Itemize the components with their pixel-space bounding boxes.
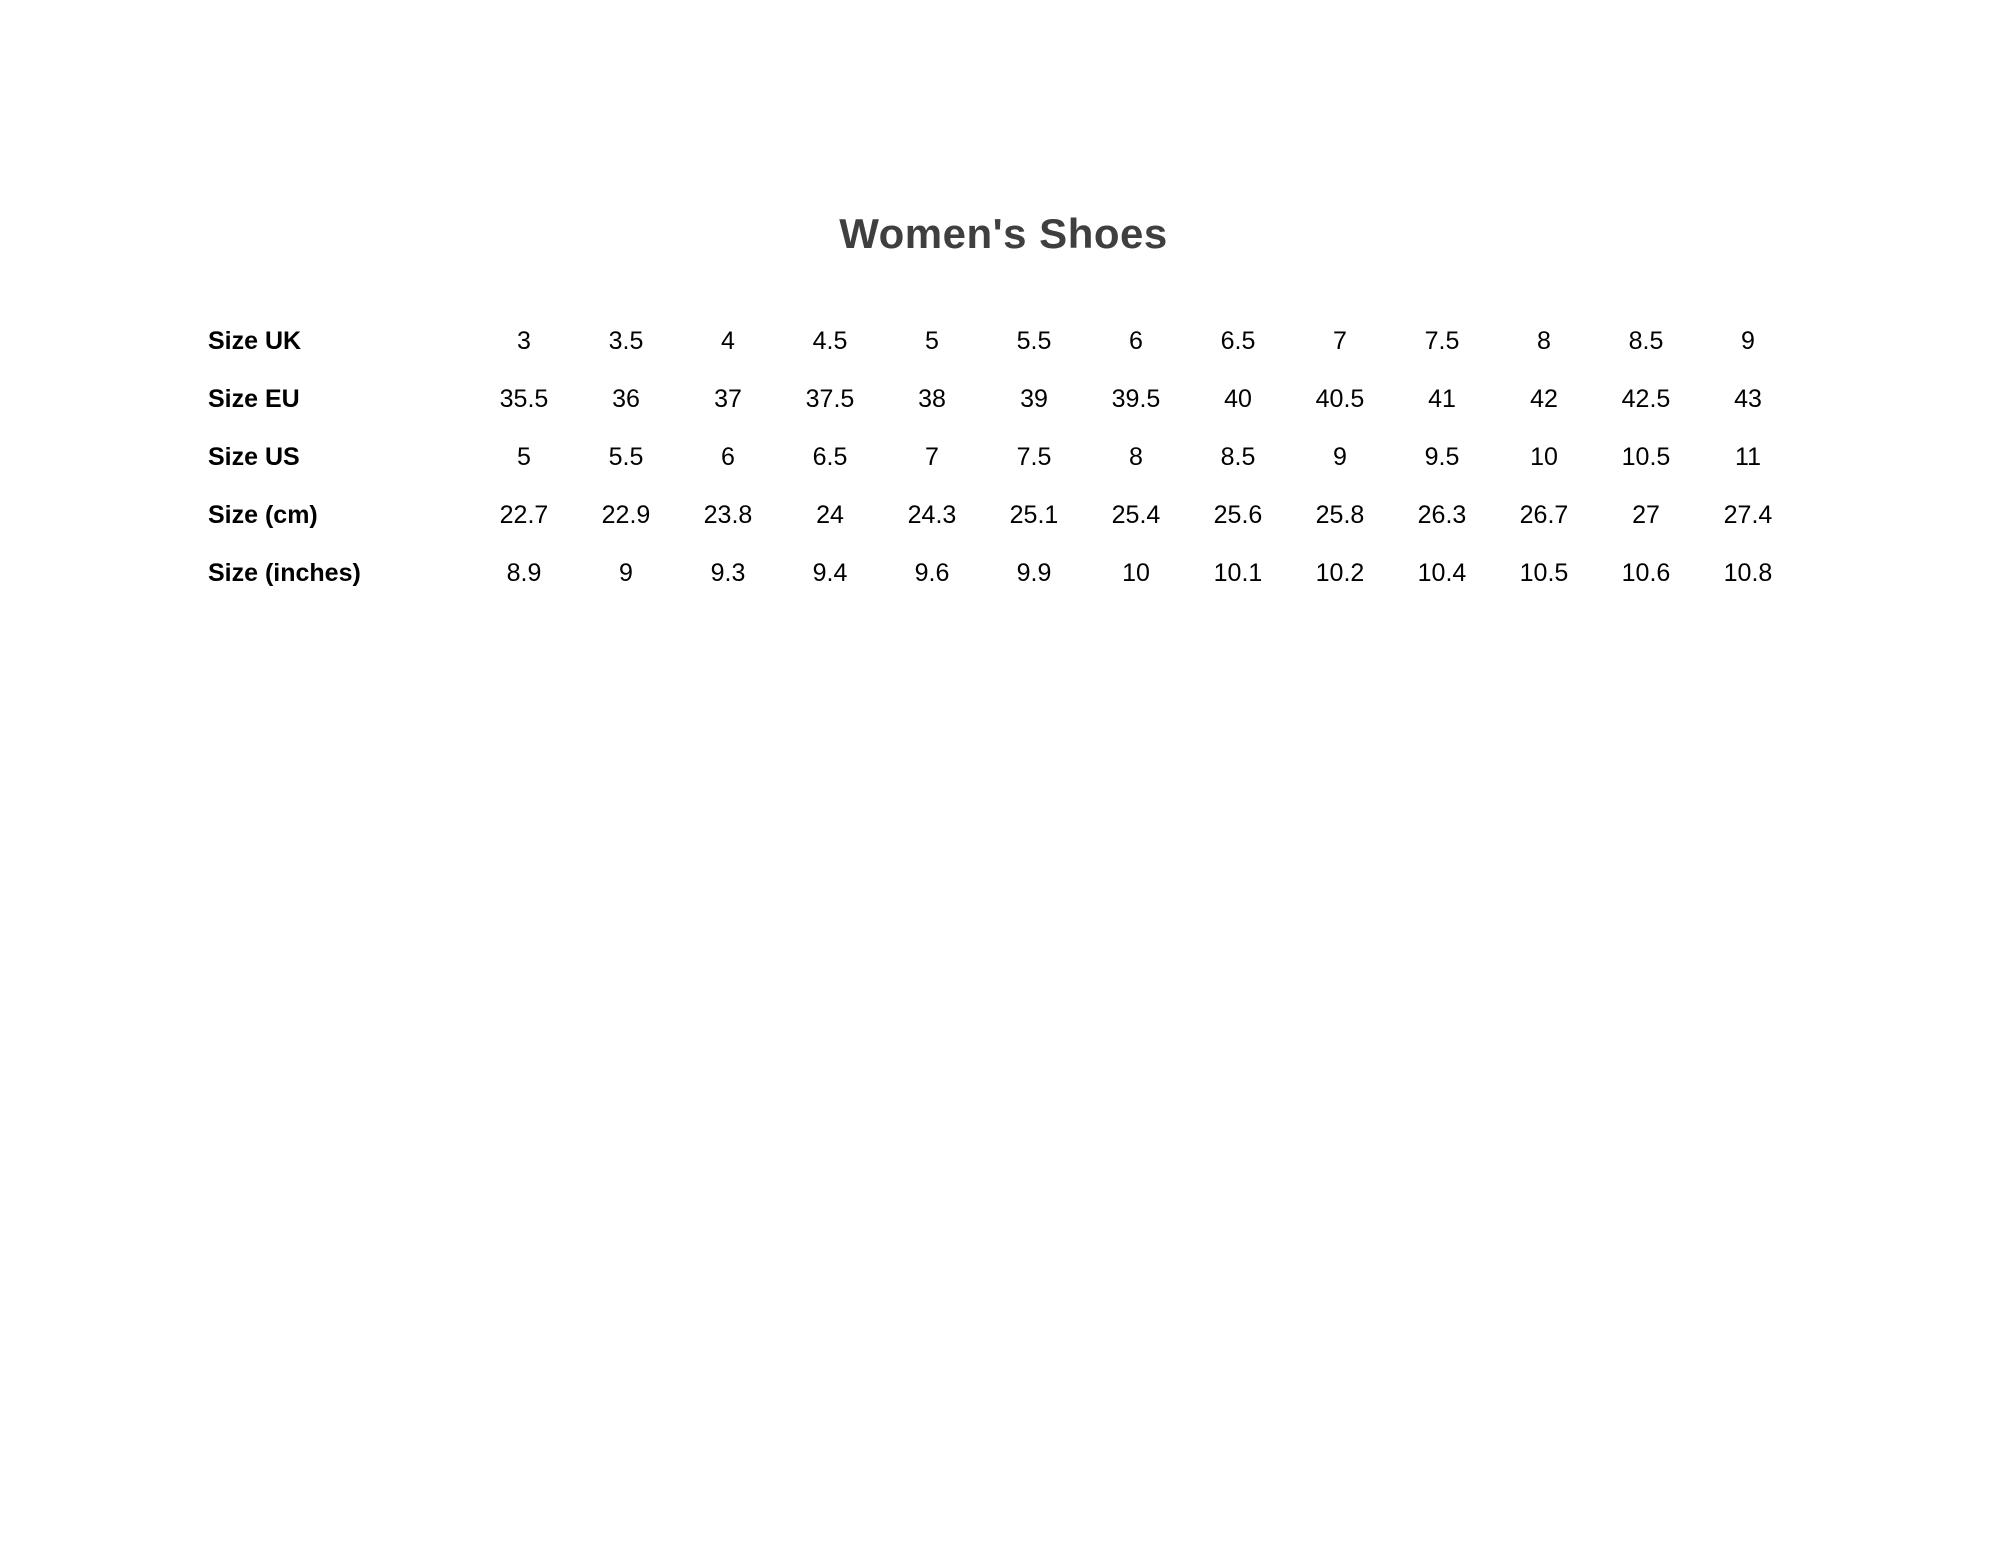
row-label-size-us: Size US: [208, 442, 300, 471]
table-cell: 27.4: [1723, 500, 1773, 529]
table-cell: 5.5: [608, 442, 644, 471]
table-cell: 11: [1735, 442, 1761, 471]
row-label-size-uk: Size UK: [208, 326, 302, 355]
table-row-size-us: [208, 428, 1799, 486]
table-cell: 27: [1632, 500, 1660, 529]
table-cell: 6: [1129, 326, 1143, 355]
table-cell: 7.5: [1424, 326, 1460, 355]
table-cell: 8.9: [506, 558, 542, 587]
table-cell: 9.3: [710, 558, 746, 587]
table-cell: 5.5: [1016, 326, 1052, 355]
table-cell: 24.3: [907, 500, 957, 529]
table-cell: 25.6: [1213, 500, 1263, 529]
table-cell: 23.8: [703, 500, 753, 529]
row-label-size-eu: Size EU: [208, 384, 300, 413]
table-cell: 7.5: [1016, 442, 1052, 471]
table-cell: 41: [1428, 384, 1456, 413]
size-conversion-table: [208, 312, 1799, 602]
table-cell: 36: [612, 384, 640, 413]
table-cell: 10.8: [1723, 558, 1773, 587]
table-cell: 10.4: [1417, 558, 1467, 587]
table-cell: 6.5: [1220, 326, 1256, 355]
table-cell: 37: [714, 384, 742, 413]
table-cell: 9.4: [812, 558, 848, 587]
table-cell: 22.7: [499, 500, 549, 529]
table-cell: 43: [1734, 384, 1762, 413]
table-cell: 10: [1530, 442, 1558, 471]
table-cell: 26.7: [1519, 500, 1569, 529]
table-cell: 7: [1333, 326, 1347, 355]
table-cell: 10.5: [1621, 442, 1671, 471]
table-cell: 3: [517, 326, 531, 355]
table-cell: 10.2: [1315, 558, 1365, 587]
table-cell: 42.5: [1621, 384, 1671, 413]
table-cell: 9: [619, 558, 633, 587]
table-row-size-uk: [208, 312, 1799, 370]
table-cell: 7: [925, 442, 939, 471]
table-cell: 10.6: [1621, 558, 1671, 587]
table-cell: 5: [517, 442, 531, 471]
table-cell: 4: [721, 326, 735, 355]
table-cell: 38: [918, 384, 946, 413]
row-label-size-cm: Size (cm): [208, 500, 318, 529]
table-cell: 8: [1537, 326, 1551, 355]
table-cell: 22.9: [601, 500, 651, 529]
table-cell: 9.9: [1016, 558, 1052, 587]
table-cell: 10.5: [1519, 558, 1569, 587]
table-cell: 9: [1741, 326, 1755, 355]
table-cell: 3.5: [608, 326, 644, 355]
table-cell: 4.5: [812, 326, 848, 355]
row-label-size-inches: Size (inches): [208, 558, 361, 587]
table-row-size-eu: [208, 370, 1799, 428]
table-cell: 42: [1530, 384, 1558, 413]
table-cell: 6.5: [812, 442, 848, 471]
table-cell: 10.1: [1213, 558, 1263, 587]
table-cell: 9: [1333, 442, 1347, 471]
table-cell: 40: [1224, 384, 1252, 413]
table-cell: 8.5: [1628, 326, 1664, 355]
table-cell: 26.3: [1417, 500, 1467, 529]
page-title: Women's Shoes: [839, 210, 1168, 257]
table-cell: 25.4: [1111, 500, 1161, 529]
table-cell: 39: [1020, 384, 1048, 413]
table-cell: 25.1: [1009, 500, 1059, 529]
table-cell: 37.5: [805, 384, 855, 413]
table-row-size-inches: [208, 544, 1799, 602]
table-cell: 25.8: [1315, 500, 1365, 529]
table-cell: 6: [721, 442, 735, 471]
table-cell: 8: [1129, 442, 1143, 471]
table-cell: 5: [925, 326, 939, 355]
table-cell: 9.5: [1424, 442, 1460, 471]
table-cell: 10: [1122, 558, 1150, 587]
table-row-size-cm: [208, 486, 1799, 544]
table-cell: 8.5: [1220, 442, 1256, 471]
table-cell: 40.5: [1315, 384, 1365, 413]
table-cell: 9.6: [914, 558, 950, 587]
table-cell: 24: [816, 500, 844, 529]
table-cell: 35.5: [499, 384, 549, 413]
table-cell: 39.5: [1111, 384, 1161, 413]
